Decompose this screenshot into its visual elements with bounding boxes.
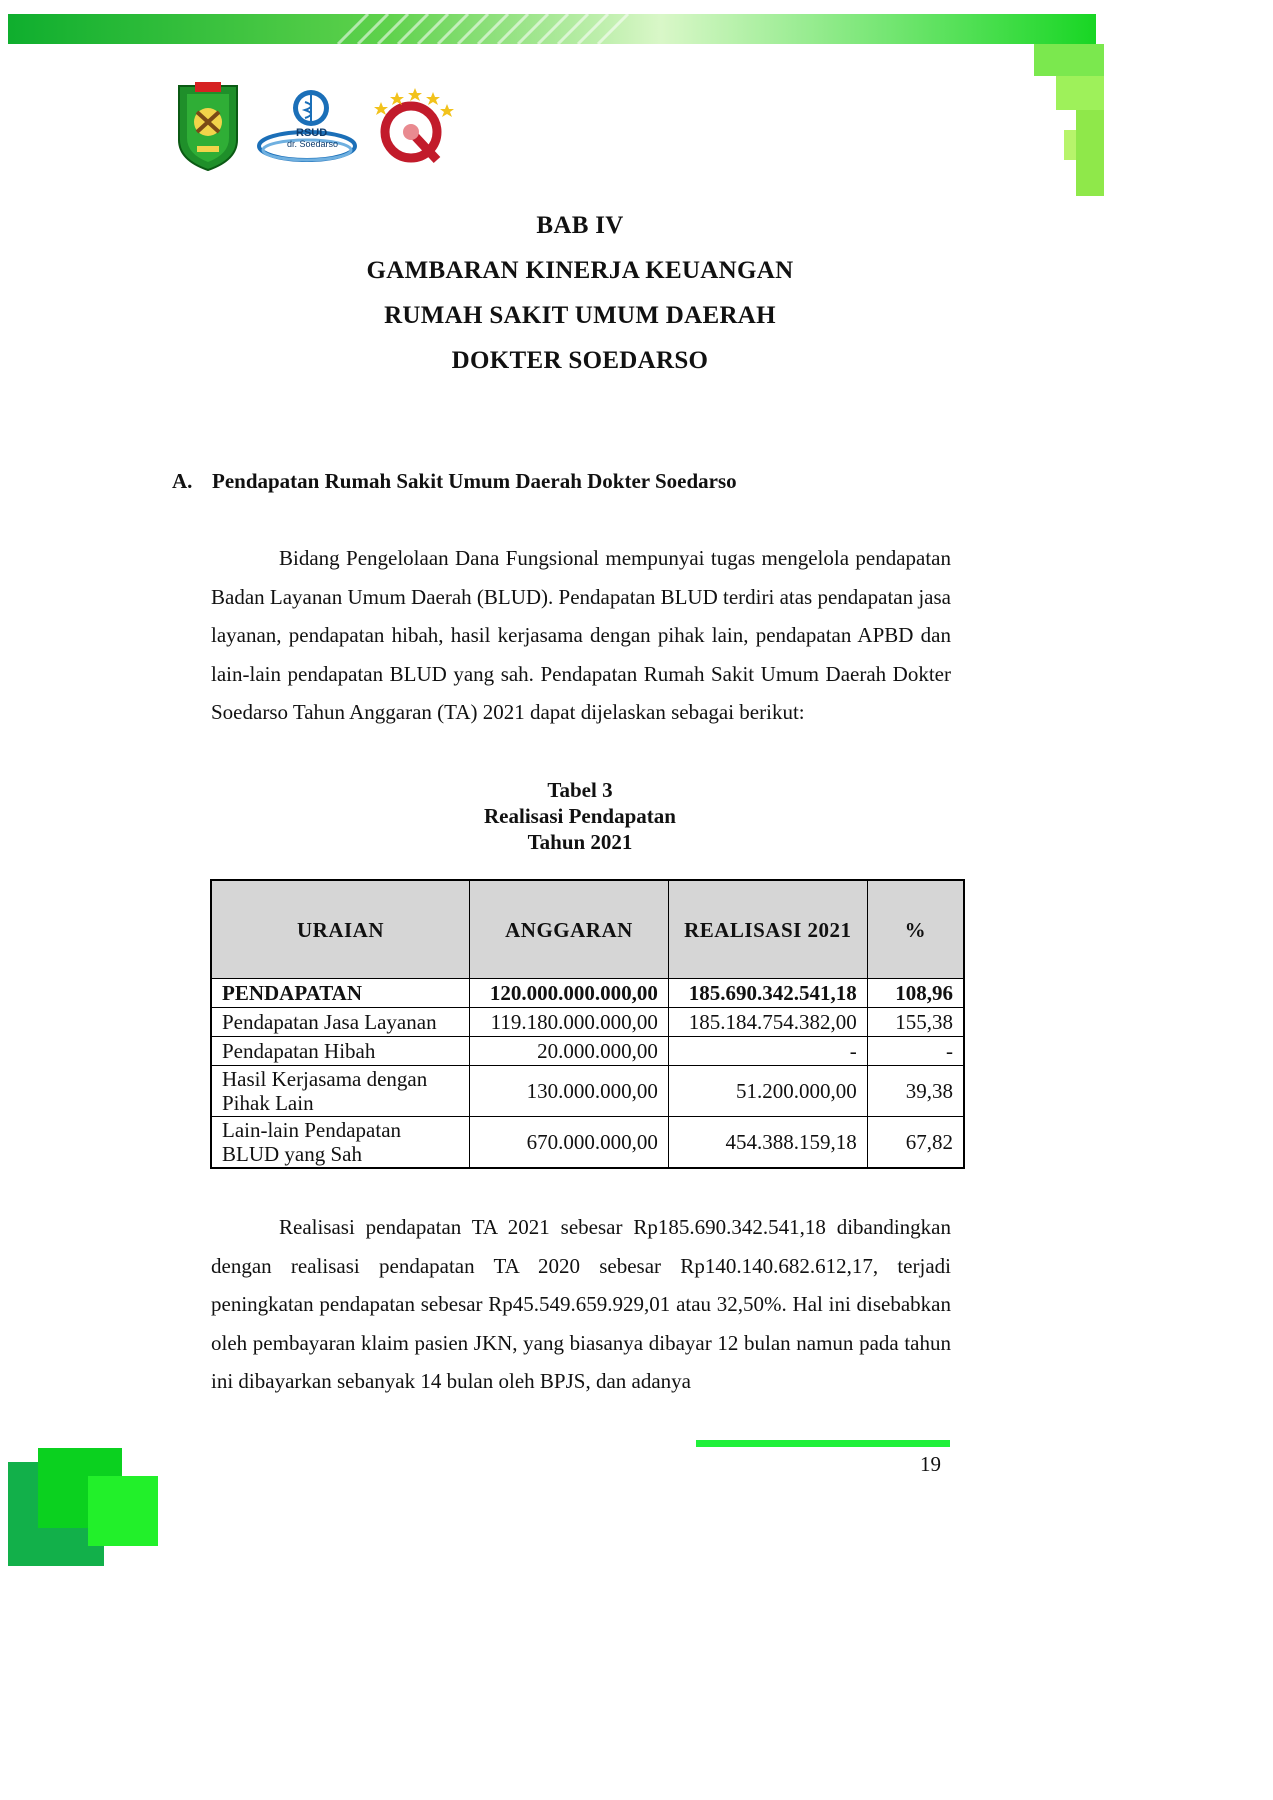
- cell-realisasi: 454.388.159,18: [668, 1117, 867, 1169]
- cell-realisasi: -: [668, 1037, 867, 1066]
- chapter-title-line1: GAMBARAN KINERJA KEUANGAN: [366, 257, 794, 284]
- table-row: [211, 1066, 964, 1117]
- cell-anggaran: 120.000.000.000,00: [470, 979, 669, 1008]
- section-heading-text: Pendapatan Rumah Sakit Umum Daerah Dokter Soedarso: [212, 469, 737, 493]
- page-number: 19: [920, 1452, 941, 1476]
- cell-uraian: PENDAPATAN: [211, 979, 470, 1008]
- chapter-number: BAB IV: [536, 212, 624, 239]
- cell-anggaran: 670.000.000,00: [470, 1117, 669, 1169]
- revenue-table: [210, 879, 965, 1169]
- section-heading: [172, 469, 737, 494]
- section-letter: A.: [172, 469, 193, 493]
- provincial-shield-logo-icon: [179, 82, 237, 170]
- cell-uraian: Pendapatan Jasa Layanan: [211, 1008, 470, 1037]
- analysis-paragraph: Realisasi pendapatan TA 2021 sebesar Rp185.690.342.541,18 dibandingkan dengan realisasi pendapatan TA 2020 sebesar Rp140.140.682.612,17, terjadi peningkatan pendapatan sebesar Rp45.549.659.929,01 atau 32,50%. Hal ini disebabkan oleh pembayaran klaim pasien JKN, yang biasanya dibayar 12 bulan namun pada tahun ini dibayarkan sebanyak 14 bulan oleh BPJS, dan adanya: [211, 1215, 951, 1394]
- table-row: [211, 979, 964, 1008]
- rsud-logo-subtext: dr. Soedarso: [287, 139, 339, 149]
- cell-realisasi: 51.200.000,00: [668, 1066, 867, 1117]
- cell-uraian: Pendapatan Hibah: [211, 1037, 470, 1066]
- cell-realisasi: 185.184.754.382,00: [668, 1008, 867, 1037]
- chapter-title-line3: DOKTER SOEDARSO: [451, 347, 709, 374]
- rsud-logo-text: RSUD: [296, 127, 328, 139]
- cell-persen: -: [867, 1037, 964, 1066]
- cell-realisasi: 185.690.342.541,18: [668, 979, 867, 1008]
- rsud-soedarso-logo-icon: [259, 90, 355, 160]
- cell-uraian: Hasil Kerjasama dengan Pihak Lain: [211, 1066, 470, 1117]
- cell-anggaran: 130.000.000,00: [470, 1066, 669, 1117]
- header-realisasi: REALISASI 2021: [668, 880, 867, 979]
- corner-decoration-top-right: [904, 0, 1104, 200]
- cell-persen: 67,82: [867, 1117, 964, 1169]
- footer-accent-bar: [696, 1440, 950, 1447]
- table-caption-number: Tabel 3: [547, 778, 613, 802]
- table-caption-year: Tahun 2021: [527, 830, 633, 854]
- cell-persen: 108,96: [867, 979, 964, 1008]
- table-row: [211, 1117, 964, 1169]
- cell-persen: 155,38: [867, 1008, 964, 1037]
- corner-decoration-bottom-left: [0, 1448, 170, 1568]
- header-persen: %: [867, 880, 964, 979]
- header-logos: [175, 80, 465, 172]
- chapter-title-line2: RUMAH SAKIT UMUM DAERAH: [384, 302, 776, 329]
- table-header-row: [211, 880, 964, 979]
- table-row: [211, 1037, 964, 1066]
- cell-anggaran: 119.180.000.000,00: [470, 1008, 669, 1037]
- header-uraian: URAIAN: [211, 880, 470, 979]
- cell-anggaran: 20.000.000,00: [470, 1037, 669, 1066]
- table-row: [211, 1008, 964, 1037]
- cell-persen: 39,38: [867, 1066, 964, 1117]
- intro-paragraph: Bidang Pengelolaan Dana Fungsional mempunyai tugas mengelola pendapatan Badan Layanan Umum Daerah (BLUD). Pendapatan BLUD terdiri atas pendapatan jasa layanan, pendapatan hibah, hasil kerjasama dengan pihak lain, pendapatan APBD dan lain-lain pendapatan BLUD yang sah. Pendapatan Rumah Sakit Umum Daerah Dokter Soedarso Tahun Anggaran (TA) 2021 dapat dijelaskan sebagai berikut:: [211, 546, 951, 725]
- cell-uraian: Lain-lain Pendapatan BLUD yang Sah: [211, 1117, 470, 1169]
- table-caption-title: Realisasi Pendapatan: [484, 804, 676, 828]
- quality-seal-logo-icon: [374, 88, 454, 160]
- header-anggaran: ANGGARAN: [470, 880, 669, 979]
